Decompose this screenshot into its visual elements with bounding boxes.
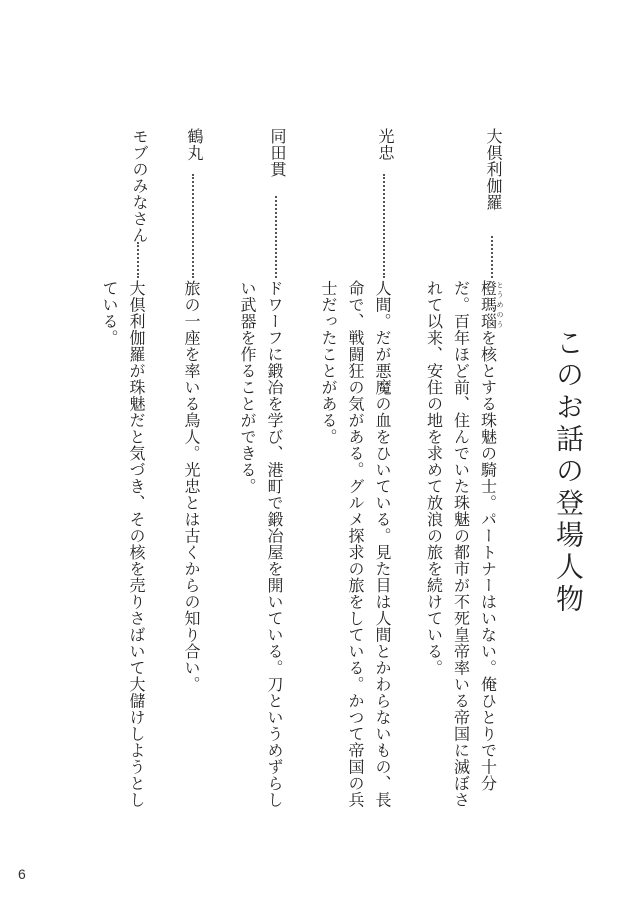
dotted-leader: [192, 174, 194, 278]
character-entry-mob: [30, 128, 150, 808]
character-name: 光忠: [376, 128, 395, 161]
character-name: 同田貫: [268, 128, 287, 178]
dotted-leader: [275, 196, 277, 278]
character-description: 大倶利伽羅が珠魅だと気づき、その核を売りさばいて大儲けしようとしている。: [100, 280, 146, 808]
page-number: 6: [18, 866, 26, 882]
dotted-leader: [491, 236, 493, 278]
character-entry-mitsutada: [276, 128, 396, 808]
page-title: このお話の登場人物: [552, 328, 585, 616]
character-description: 旅の一座を率いる鳥人。光忠とは古くからの知り合い。: [182, 280, 201, 693]
description-text: を核とする珠魅の騎士。パートナーはいない。俺ひとりで十分だ。百年ほど前、住んでいた珠魅の都市が不死皇帝率いる帝国に滅ぼされて以来、安住の地を求めて放浪の旅を続けている。: [424, 280, 498, 808]
ruby-reading: とうめのう: [496, 280, 504, 330]
character-name: 鶴丸: [185, 128, 204, 161]
character-description: [421, 280, 505, 808]
dotted-leader: [137, 242, 139, 278]
character-name: モブのみなさん: [130, 128, 149, 244]
dotted-leader: [383, 174, 385, 278]
character-description: 人間。だが悪魔の血をひいている。見た目は人間とかわらないもの、長命で、戦闘狂の気がある。グルメ探求の旅をしている。かつて帝国の兵士だったことがある。: [319, 280, 392, 808]
character-entry-ookurikara: [384, 128, 504, 808]
ruby-annotation: [478, 280, 504, 330]
character-description: ドワーフに鍛冶を学び、港町で鍛冶屋を開いている。刀というめずらしい武器を作ることができる。: [238, 280, 284, 808]
ruby-base: 橙瑪瑙: [478, 280, 498, 330]
character-name: 大倶利伽羅: [484, 128, 503, 211]
